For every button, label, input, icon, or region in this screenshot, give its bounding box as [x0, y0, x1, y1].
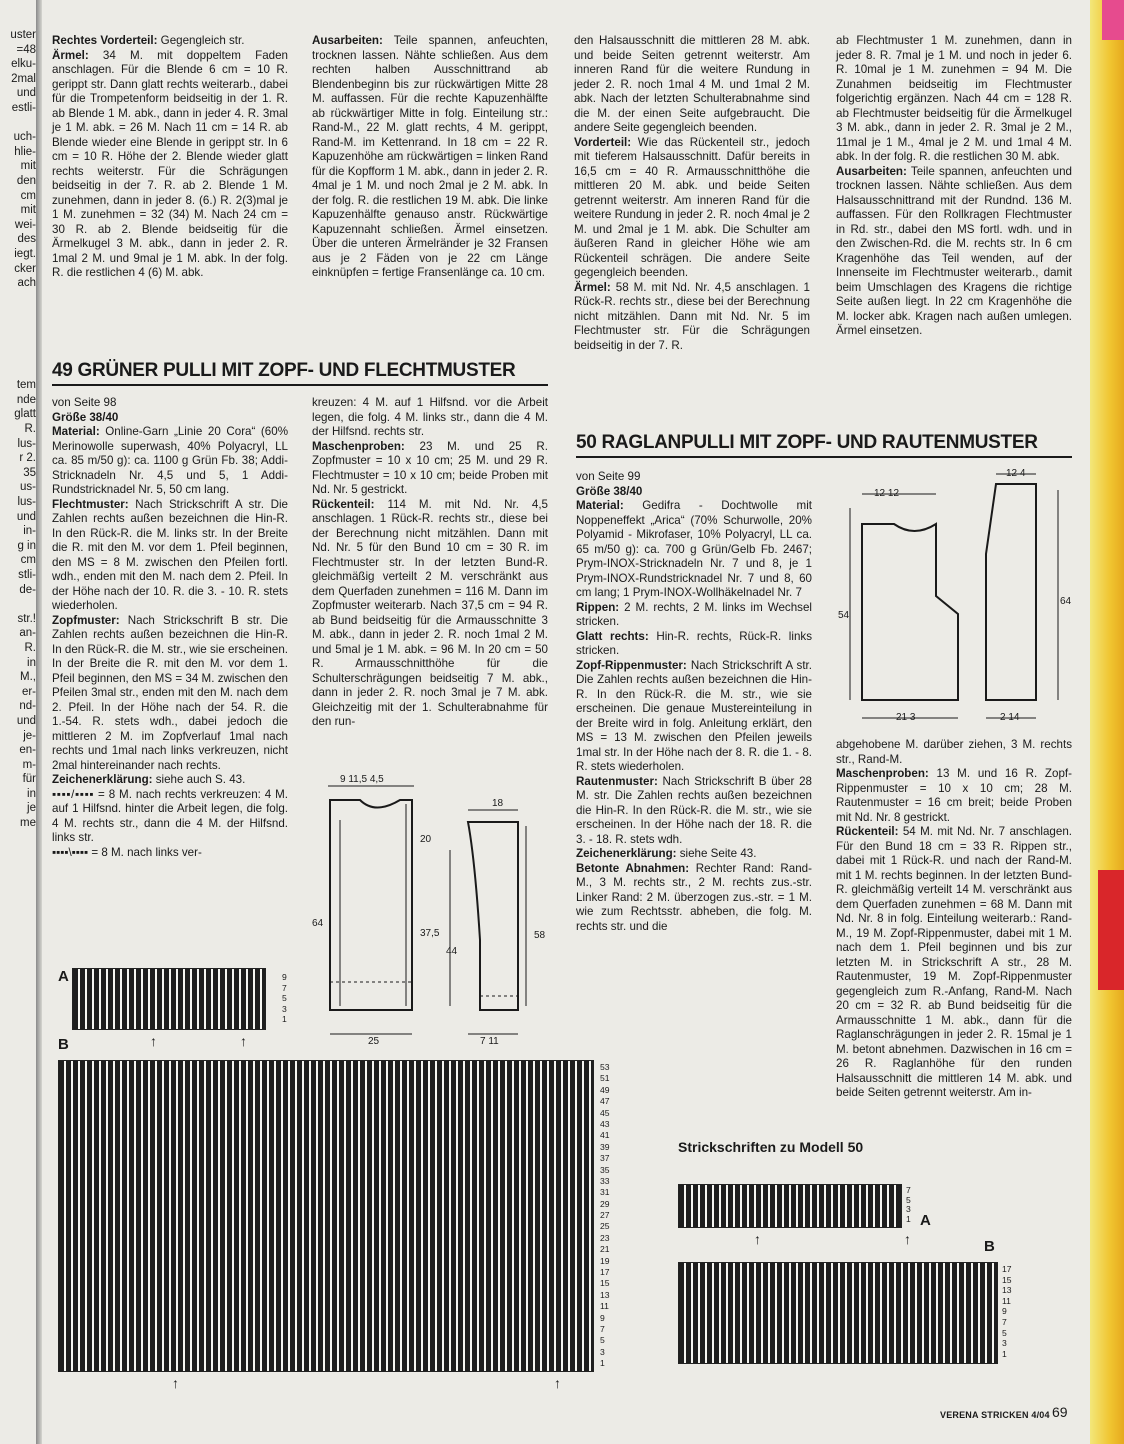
pattern-diagram-49: [300, 760, 560, 1050]
paragraph-text: Nach Strickschrift B über 28 M. str. Die Zahlen rechts außen bezeichnen die Hin-R. In den Rück-R. die M. str., wie sie erscheinen. In der Höhe nach der 18. R. die 3. - 18. R. stets wdh.: [576, 774, 812, 846]
row-number: 13: [1002, 1285, 1012, 1296]
row-number: 3: [1002, 1338, 1007, 1349]
diagram50-bottom-sleeve: 2 14: [1000, 712, 1020, 723]
paragraph: [576, 470, 812, 485]
paragraph-text: abgehobene M. darüber ziehen, 3 M. rechts str., Rand-M.: [836, 738, 1072, 766]
paragraph: [836, 34, 1072, 165]
paragraph-lead: Glatt rechts:: [576, 629, 649, 643]
paragraph-text: den Halsausschnitt die mittleren 28 M. abk. und beide Seiten getrennt weiterstr. Am inneren Rand für die weitere Rundung in jeder 2. R. noch 1mal 4 M. und 1mal 2 M. abk. Nach der letzten Schulterabnahme sind die M. der einen Seite aufgebraucht. Die andere Seite gegengleich beenden.: [574, 34, 810, 134]
strip-line: =48: [16, 43, 36, 56]
diagram50-top-sleeve: 12 4: [1006, 468, 1026, 479]
paragraph: [576, 601, 812, 630]
paragraph-lead: Maschenproben:: [836, 767, 929, 780]
chart-b-model-50: [678, 1262, 998, 1364]
binding-spine: [36, 0, 42, 1444]
paragraph-lead: Ausarbeiten:: [836, 164, 907, 178]
paragraph-lead: Material:: [576, 499, 624, 512]
strip-line: [0, 349, 36, 364]
paragraph: [52, 49, 288, 281]
chart-b-model-49: [58, 1060, 594, 1372]
strip-line: mit: [20, 204, 36, 217]
diagram49-body: 37,5: [420, 928, 440, 939]
row-number: 17: [600, 1267, 610, 1278]
row-number: 23: [600, 1232, 610, 1243]
paragraph-lead: Maschenproben:: [312, 439, 405, 453]
row-number: 7: [906, 1185, 911, 1195]
heading-model-50: 50 RAGLANPULLI MIT ZOPF- UND RAUTENMUSTER: [576, 432, 1038, 453]
magazine-footer: VERENA STRICKEN 4/04: [940, 1410, 1050, 1420]
strip-line: lus-: [17, 496, 36, 508]
strip-line: je-: [23, 729, 36, 742]
paragraph: [52, 788, 288, 846]
strip-line: estli-: [11, 101, 36, 114]
strip-line: in: [27, 787, 36, 800]
strip-line: ach: [17, 277, 36, 290]
paragraph-lead: Ärmel:: [52, 48, 89, 62]
paragraph-text: Gedifra - Dochtwolle mit Noppeneffekt „Arica“ (70% Schurwolle, 20% Polyamid - Mikrofaser, 10% Polyacryl, LL ca. 65 m/50 g): ca. 700 g Grün/Gelb Fb. 2467; Prym-INOX-Stricknadeln Nr. 7 und 8, je 1 Prym-INOX-Rundstricknadel Nr. 7 und 8, 60 cm lang; 1 Prym-INOX-Wollhäkelnadel Nr. 7: [576, 499, 812, 599]
row-number: 1: [906, 1213, 911, 1224]
column-2-top: [312, 34, 548, 281]
strip-line: R.: [24, 641, 36, 654]
strip-line: cker: [14, 262, 36, 275]
chart-a49-row-numbers: [282, 972, 287, 1025]
diagram49-length: 64: [312, 918, 324, 929]
previous-page-strip: [0, 28, 36, 831]
paragraph-lead: Ärmel:: [574, 280, 611, 294]
chart-a50-row-numbers: [906, 1186, 911, 1224]
paragraph: [836, 767, 1072, 825]
model-49-column-2: [312, 396, 548, 730]
row-number: 41: [600, 1130, 610, 1141]
paragraph: [836, 165, 1072, 339]
paragraph: [52, 411, 288, 426]
next-page-tab-red: [1098, 870, 1124, 990]
paragraph-text: ▪▪▪▪\▪▪▪▪ = 8 M. nach links ver-: [52, 845, 202, 859]
paragraph-text: 34 M. mit doppeltem Faden anschlagen. Für die Blende 6 cm = 10 R. gerippt str. Dann glatt rechts weiterarb., dabei für die Trompetenform beidseitig in der 1. R. ab Blende 1 M. abk., dann in jeder 4. R. 3mal je 1 M. abk. = 26 M. Nach 11 cm = 14 R. ab Blende wieder eine Blende in gerippt str. In 6 cm = 10 R. Höhe der 2. Blende wieder glatt rechts weiterstr. Für die Schrägungen beidseitig in der 7. R. ab 2. Blende 1 M. zunehmen, dann in jeder 8. (6.) R. 2(3)mal je 1 M. zunehmen = 32 (34) M. Nach 24 cm = 30 R. ab 2. Blende beidseitig für die Ärmelkugel 3 M. abk., dann in jeder 2. R. 1mal 2 M. und 9mal je 1 M. abk. In der folg. R. die restlichen 4 (6) M. abk.: [52, 48, 288, 279]
paragraph-lead: Rückenteil:: [312, 497, 375, 511]
strip-line: r 2.: [19, 452, 36, 465]
paragraph-text: Teile spannen, anfeuchten und trocknen lassen. Nähte schließen. Aus dem Halsausschnittrand mit der Rundnd. 136 M. auffassen. Für den Rollkragen Flechtmuster in Rd. str., dabei den MS fortl. wdh. und in den Zwischen-Rd. die M. rechts str. In 6 cm Kragenhöhe das Teil wenden, auf der Innenseite im Flechtmuster weiterarb., damit beim Umschlagen des Kragens die richtige Seite außen liegt. In 22 cm Kragenhöhe die M. locker abk. Kragen nach außen umlegen. Ärmel einsetzen.: [836, 164, 1072, 337]
strip-line: hlie-: [14, 145, 36, 158]
diagram49-top-dims: 9 11,5 4,5: [340, 774, 384, 785]
paragraph-text: Nach Strickschrift B str. Die Zahlen rechts außen bezeichnen die Hin-R. In den Rück-R. die M. str., wie sie erscheinen. In der Breite die R. mit den M. vor dem 1. Pfeil beginnen, den MS = 34 M. zwischen den Pfeilen 3mal str., enden mit den M. nach dem 2. Pfeil. In der Höhe nach der 54. R. die 1.-54. R. stets wdh., dabei jedoch die mittleren 2 M. im Zopfverlauf 1mal nach rechts und 1mal nach links verkreuzen, nicht 2mal hintereinander nach rechts.: [52, 613, 288, 772]
paragraph: [574, 34, 810, 136]
paragraph-lead: Rippen:: [576, 600, 620, 614]
column-4-top: [836, 34, 1072, 339]
strip-line: er-: [21, 685, 36, 698]
paragraph-lead: Ausarbeiten:: [312, 34, 383, 47]
row-number: 9: [282, 972, 287, 982]
strip-line: je: [27, 802, 36, 815]
diagram50-length: 54: [838, 610, 850, 621]
strip-line: lus-: [17, 437, 36, 450]
row-number: 13: [600, 1289, 610, 1300]
paragraph-text: 58 M. mit Nd. Nr. 4,5 anschlagen. 1 Rück-R. rechts str., diese bei der Berechnung nicht mitzählen. Dann mit Nd. Nr. 5 im Flechtmuster str. Für die Schrägungen beidseitig in der 7. R.: [574, 280, 810, 352]
row-number: 11: [600, 1301, 609, 1312]
row-number: 53: [600, 1062, 610, 1072]
strip-line: nd-: [19, 700, 36, 713]
row-number: 15: [1002, 1274, 1012, 1285]
strip-line: des: [17, 233, 36, 246]
strip-line: tem: [16, 379, 36, 392]
strip-line: [0, 116, 36, 131]
row-number: 37: [600, 1153, 610, 1164]
paragraph: [576, 499, 812, 601]
paragraph-text: 23 M. und 25 R. Zopfmuster = 10 x 10 cm; 25 M. und 29 R. Flechtmuster = 10 x 10 cm; beide Proben mit Nd. Nr. 5 gestrickt.: [312, 439, 548, 496]
chart-a49-arrow-right-icon: ↑: [240, 1033, 247, 1049]
row-number: 5: [1002, 1327, 1007, 1338]
paragraph-lead: Material:: [52, 425, 100, 438]
strip-line: [0, 334, 36, 349]
row-number: 43: [600, 1118, 610, 1129]
strip-line: mit: [20, 160, 36, 173]
chart-b49-arrow-left-icon: ↑: [172, 1375, 179, 1391]
paragraph-text: von Seite 99: [576, 470, 641, 483]
strip-line: nde: [16, 393, 36, 406]
row-number: 27: [600, 1210, 610, 1221]
row-number: 5: [906, 1194, 911, 1205]
paragraph: [312, 498, 548, 730]
row-number: 51: [600, 1073, 610, 1084]
diagram49-bottom-back: 25: [368, 1036, 380, 1047]
row-number: 7: [600, 1323, 605, 1334]
row-number: 1: [1002, 1348, 1007, 1359]
paragraph-text: Nach Strickschrift A str. Die Zahlen rechts außen bezeichnen die Hin-R. In den Rück-R. die M. str., wie sie erscheinen. Die genaue Mustereinteilung in der Breite wird in folg. Anleitung erklärt, den MS = 13 M. zwischen den Pfeilen jeweils 1mal str. In der Höhe nach der 8. R. die 1. - 8. R. stets wiederholen.: [576, 658, 812, 773]
strickschriften-title: Strickschriften zu Modell 50: [678, 1139, 864, 1155]
paragraph-text: siehe auch S. 43.: [152, 773, 246, 786]
sleeve-outline: [468, 822, 518, 1010]
row-number: 19: [600, 1255, 610, 1266]
paragraph-text: von Seite 98: [52, 396, 117, 409]
chart-a-model-49: [72, 968, 266, 1030]
paragraph: [574, 136, 810, 281]
paragraph-lead: Größe 38/40: [576, 484, 643, 498]
strip-line: cm: [20, 554, 36, 567]
paragraph: [836, 738, 1072, 767]
row-number: 5: [600, 1335, 605, 1346]
strip-line: str.!: [17, 612, 36, 625]
strip-line: [0, 305, 36, 320]
strip-line: me: [20, 817, 36, 830]
row-number: 5: [282, 993, 287, 1003]
paragraph-text: Wie das Rückenteil str., jedoch mit tieferem Halsausschnitt. Dafür bereits in 16,5 cm = 40 R. Armausschnitthöhe die mittleren 20 M. abk. und beide Seiten getrennt weiterstr. Am inneren Rand für die weitere Rundung in jeder 2. R. noch 4mal je 2 M. und 2mal je 1 M. abk. Die Schulter am äußeren Rand in gleicher Höhe wie am Rückenteil schrägen. Die andere Seite gegengleich beenden.: [574, 135, 810, 279]
paragraph-text: ▪▪▪▪/▪▪▪▪ = 8 M. nach rechts verkreuzen: 4 M. auf 1 Hilfsnd. hinter die Arbeit legen, die folg. 4 M. rechts str., dann die 4 M. der Hilfsnd. links str.: [52, 787, 288, 844]
diagram50-bottom-back: 21 3: [896, 712, 916, 723]
paragraph: [576, 862, 812, 935]
strip-line: en-: [19, 744, 36, 757]
strip-line: für: [22, 773, 36, 786]
row-number: 15: [600, 1278, 610, 1289]
row-number: 9: [1002, 1306, 1007, 1317]
model-50-column-2: [836, 738, 1072, 1101]
paragraph: [312, 34, 548, 281]
paragraph: [312, 396, 548, 440]
model-49-column-1: [52, 396, 288, 860]
chart-a49-label: A: [58, 968, 69, 985]
column-3-top: [574, 34, 810, 353]
raglan-back-outline: [862, 524, 958, 700]
strip-line: und: [16, 510, 36, 523]
paragraph: [576, 630, 812, 659]
row-number: 45: [600, 1107, 610, 1118]
paragraph-text: 13 M. und 16 R. Zopf-Rippenmuster = 10 x 10 cm; 28 M. Rautenmuster = 16 cm breit; beide Proben mit Nd. Nr. 8 gestrickt.: [836, 767, 1072, 824]
strip-line: glatt: [14, 408, 36, 421]
paragraph-lead: Zopf-Rippenmuster:: [576, 658, 687, 672]
row-number: 49: [600, 1084, 610, 1095]
chart-a-model-50: [678, 1184, 902, 1228]
row-number: 29: [600, 1198, 610, 1209]
paragraph-lead: Zeichenerklärung:: [576, 847, 677, 860]
strip-line: elku-: [11, 58, 36, 71]
paragraph-lead: Zopfmuster:: [52, 613, 120, 627]
paragraph-text: siehe Seite 43.: [676, 847, 757, 860]
strip-line: 35: [23, 466, 36, 479]
strip-line: [0, 291, 36, 306]
diagram50-sleeve-length: 64: [1060, 596, 1072, 607]
chart-b50-row-numbers: [1002, 1264, 1012, 1359]
paragraph: [574, 281, 810, 354]
next-page-tab-pink: [1102, 0, 1124, 40]
row-number: 35: [600, 1164, 610, 1175]
diagram49-sleeve-top: 18: [492, 798, 504, 809]
paragraph-text: Gegengleich str.: [157, 34, 245, 47]
row-number: 33: [600, 1175, 610, 1186]
row-number: 17: [1002, 1264, 1012, 1274]
chart-b49-label: B: [58, 1036, 69, 1053]
strip-line: und: [16, 87, 36, 100]
strip-line: in-: [23, 525, 36, 538]
strip-line: m-: [22, 758, 36, 771]
paragraph: [576, 775, 812, 848]
strip-line: de-: [19, 583, 36, 596]
paragraph: [312, 440, 548, 498]
paragraph-lead: Flechtmuster:: [52, 497, 129, 511]
chart-a50-label: A: [920, 1212, 931, 1229]
strip-line: us-: [20, 481, 36, 494]
chart-b49-row-numbers: [600, 1062, 610, 1370]
strip-line: [0, 320, 36, 335]
chart-a49-arrow-left-icon: ↑: [150, 1033, 157, 1049]
raglan-sleeve-outline: [986, 484, 1036, 700]
paragraph: [52, 846, 288, 861]
paragraph: [576, 485, 812, 500]
strip-line: iegt.: [14, 247, 36, 260]
row-number: 3: [906, 1204, 911, 1214]
row-number: 47: [600, 1096, 610, 1107]
row-number: 25: [600, 1221, 610, 1232]
row-number: 3: [600, 1346, 605, 1357]
paragraph: [52, 425, 288, 498]
pattern-diagram-50: [836, 464, 1076, 734]
paragraph-text: 54 M. mit Nd. Nr. 7 anschlagen. Für den Bund 18 cm = 33 R. Rippen str., dabei mit 1 Rück-R. und nach der Rand-M. mit 1 M. rechts beginnen. In der letzten Bund-R. gleichmäßig verteilt 14 M. verschränkt aus dem Querfaden zunehmen = 68 M. Dann mit Nd. Nr. 8 in folg. Einteilung weiterarb.: Rand-M., 19 M. Zopf-Rippenmuster, dabei mit 1 M. nach dem 1. Pfeil beginnen und bis zur letzten M. in Strickschrift A str., 28 M. Rautenmuster, 19 M. Zopf-Rippenmuster gegengleich zum R.-Anfang, Rand-M. Nach 20 cm = 32 R. ab Bund beidseitig für die Armausschnitte 1 M. abk., dann für die Raglanschrägungen in jeder 2. R. 15mal je 1 M. betont abnehmen. Dazwischen in 16 cm = 26 R. Raglanhöhe für den runden Halsausschnitt die mittleren 14 M. abk. und beide Seiten getrennt weiterstr. Am in-: [836, 825, 1072, 1099]
paragraph-lead: Rautenmuster:: [576, 774, 658, 788]
paragraph-text: kreuzen: 4 M. auf 1 Hilfsnd. vor die Arbeit legen, die folg. 4 M. links str., dann die 4 M. der Hilfsnd. rechts str.: [312, 396, 548, 438]
diagram49-armhole: 20: [420, 834, 432, 845]
strip-line: den: [16, 174, 36, 187]
diagram49-sleeve-body: 44: [446, 946, 458, 957]
chart-b49-arrow-right-icon: ↑: [554, 1375, 561, 1391]
strip-line: und: [16, 714, 36, 727]
diagram49-bottom-sleeve: 7 11: [480, 1036, 499, 1047]
next-page-edge: [1090, 0, 1124, 1444]
strip-line: cm: [20, 189, 36, 202]
paragraph-text: Rechter Rand: Rand-M., 3 M. rechts str., 2 M. rechts zus.-str. Linker Rand: 2 M. überzogen zus.-str. = 1 M. wie zum Rechtsstr. abheben, die folg. M. rechts str. und die: [576, 861, 812, 933]
paragraph-lead: Zeichenerklärung:: [52, 773, 153, 786]
model-50-column-1: [576, 470, 812, 934]
strip-line: wei-: [14, 218, 36, 231]
row-number: 1: [600, 1358, 605, 1369]
strip-line: stli-: [18, 568, 36, 581]
paragraph-text: Hin-R. rechts, Rück-R. links stricken.: [576, 629, 812, 657]
paragraph: [52, 498, 288, 614]
strip-line: 2mal: [11, 72, 36, 85]
row-number: 7: [1002, 1316, 1007, 1327]
row-number: 21: [600, 1244, 610, 1255]
paragraph-lead: Betonte Abnahmen:: [576, 861, 690, 875]
paragraph-lead: Größe 38/40: [52, 410, 119, 424]
paragraph-text: 114 M. mit Nd. Nr. 4,5 anschlagen. 1 Rück-R. rechts str., diese bei der Berechnung nicht mitzählen. Dann mit Nd. Nr. 5 für den Bund 10 cm = 30 R. im Flechtmuster str. In der letzten Bund-R. gleichmäßig verteilt 2 M. verschränkt aus dem Querfaden zunehmen = 116 M. Dann im Zopfmuster weiterarb. Nach 37,5 cm = 94 R. ab Bund beidseitig für die Armausschnitte 3 M. abk., dann in jeder 2. R. noch 1mal 2 M. und 5mal je 1 M. abk. = 96 M. In 20 cm = 50 R. Armausschnitthöhe für die Schulterschrägungen beidseitig 7 M. abk., dann in jeder 2. R. noch 3mal je 7 M. abk. Gleichzeitig mit der 1. Schulterabnahme für den run-: [312, 497, 548, 728]
heading-model-49: 49 GRÜNER PULLI MIT ZOPF- UND FLECHTMUSTER: [52, 360, 516, 381]
row-number: 3: [282, 1003, 287, 1014]
strip-line: uster: [10, 29, 36, 41]
paragraph-lead: Rechtes Vorderteil:: [52, 34, 158, 47]
heading-50-rule: [576, 456, 1072, 458]
strip-line: [0, 597, 36, 612]
row-number: 11: [1002, 1295, 1011, 1306]
strip-line: [0, 364, 36, 379]
paragraph-text: Online-Garn „Linie 20 Cora“ (60% Merinowolle superwash, 40% Polyacryl, LL ca. 85 m/50 g): ca. 1100 g Grün Fb. 38; Addi-Stricknadeln Nr. 4,5 und 5, 1 Addi-Rundstricknadel Nr. 5, 50 cm lang.: [52, 425, 288, 496]
row-number: 31: [600, 1187, 610, 1198]
diagram49-sleeve-length: 58: [534, 930, 546, 941]
paragraph: [576, 847, 812, 862]
chart-a50-arrow-right-icon: ↑: [904, 1231, 911, 1247]
row-number: 9: [600, 1312, 605, 1323]
paragraph: [52, 34, 288, 49]
strip-line: M.,: [20, 671, 36, 684]
paragraph-text: 2 M. rechts, 2 M. links im Wechsel stricken.: [576, 600, 812, 628]
paragraph-text: Nach Strickschrift A str. Die Zahlen rechts außen bezeichnen die Hin-R. In den Rück-R. die M. links str. In der Breite die R. mit den M. vor dem 1. Pfeil beginnen, den MS = 8 M. zwischen den Pfeilen fortl. wdh., enden mit den M. nach dem 2. Pfeil. In der Höhe nach der 10. R. die 3. - 10. R. stets wiederholen.: [52, 497, 288, 612]
strip-line: in: [27, 656, 36, 669]
paragraph: [836, 825, 1072, 1101]
paragraph: [52, 396, 288, 411]
paragraph: [52, 773, 288, 788]
paragraph-text: Teile spannen, anfeuchten, trocknen lassen. Nähte schließen. Aus dem rechten halben Ausschnittrand ab Blendenbeginn bis zur rückwärtigen Mitte 28 M. auffassen. Für die rechte Kapuzenhälfte ab rückwärtiger Mitte in folg. Einteilung str.: Rand-M., 22 M. glatt rechts, 4 M. gerippt, Rand-M. im Kettenrand. In 18 cm = 22 R. Kapuzenhöhe am rückwärtigen = linken Rand für die Kopfform 1 M. abk., dann in jeder 2. R. 4mal je 1 M. und noch 2mal je 2 M. abk. In der folg. R. die restlichen 19 M. abk. Die linke Kapuzenhälfte genauso anstr. Rückwärtige Kapuzennaht schließen. Ärmel einsetzen. Über die unteren Ärmelränder je 32 Fransen aus je 2 Fäden von je 22 cm Länge einknüpfen = fertige Fransenlänge ca. 10 cm.: [312, 34, 548, 279]
paragraph: [576, 659, 812, 775]
paragraph-lead: Rückenteil:: [836, 825, 899, 838]
strip-line: an-: [19, 627, 36, 640]
strip-line: uch-: [13, 131, 36, 144]
column-1-top: [52, 34, 288, 281]
strip-line: R.: [24, 423, 36, 436]
back-piece-outline: [330, 800, 412, 1010]
chart-b50-label: B: [984, 1238, 995, 1255]
strip-line: g in: [17, 539, 36, 552]
page-number: 69: [1052, 1404, 1068, 1420]
heading-49-rule: [52, 384, 548, 386]
row-number: 7: [282, 982, 287, 993]
diagram50-top-back: 12 12: [874, 488, 900, 499]
paragraph: [52, 614, 288, 774]
chart-a50-arrow-left-icon: ↑: [754, 1231, 761, 1247]
row-number: 39: [600, 1141, 610, 1152]
paragraph-lead: Vorderteil:: [574, 135, 632, 149]
row-number: 1: [282, 1014, 287, 1024]
paragraph-text: ab Flechtmuster 1 M. zunehmen, dann in jeder 8. R. 7mal je 1 M. und noch in jeder 6. R. 10mal je 1 M. zunehmen = 94 M. Die Zunahmen beidseitig im Flechtmuster folgerichtig ergänzen. Nach 44 cm = 128 R. ab Flechtmuster beidseitig für die Ärmelkugel 3 M. abk., dann in jeder 2. R. 3mal je 2 M., 11mal je 1 M., 4mal je 2 M. und 1mal 4 M. abk. In der folg. R. die restlichen 30 M. abk.: [836, 34, 1072, 163]
